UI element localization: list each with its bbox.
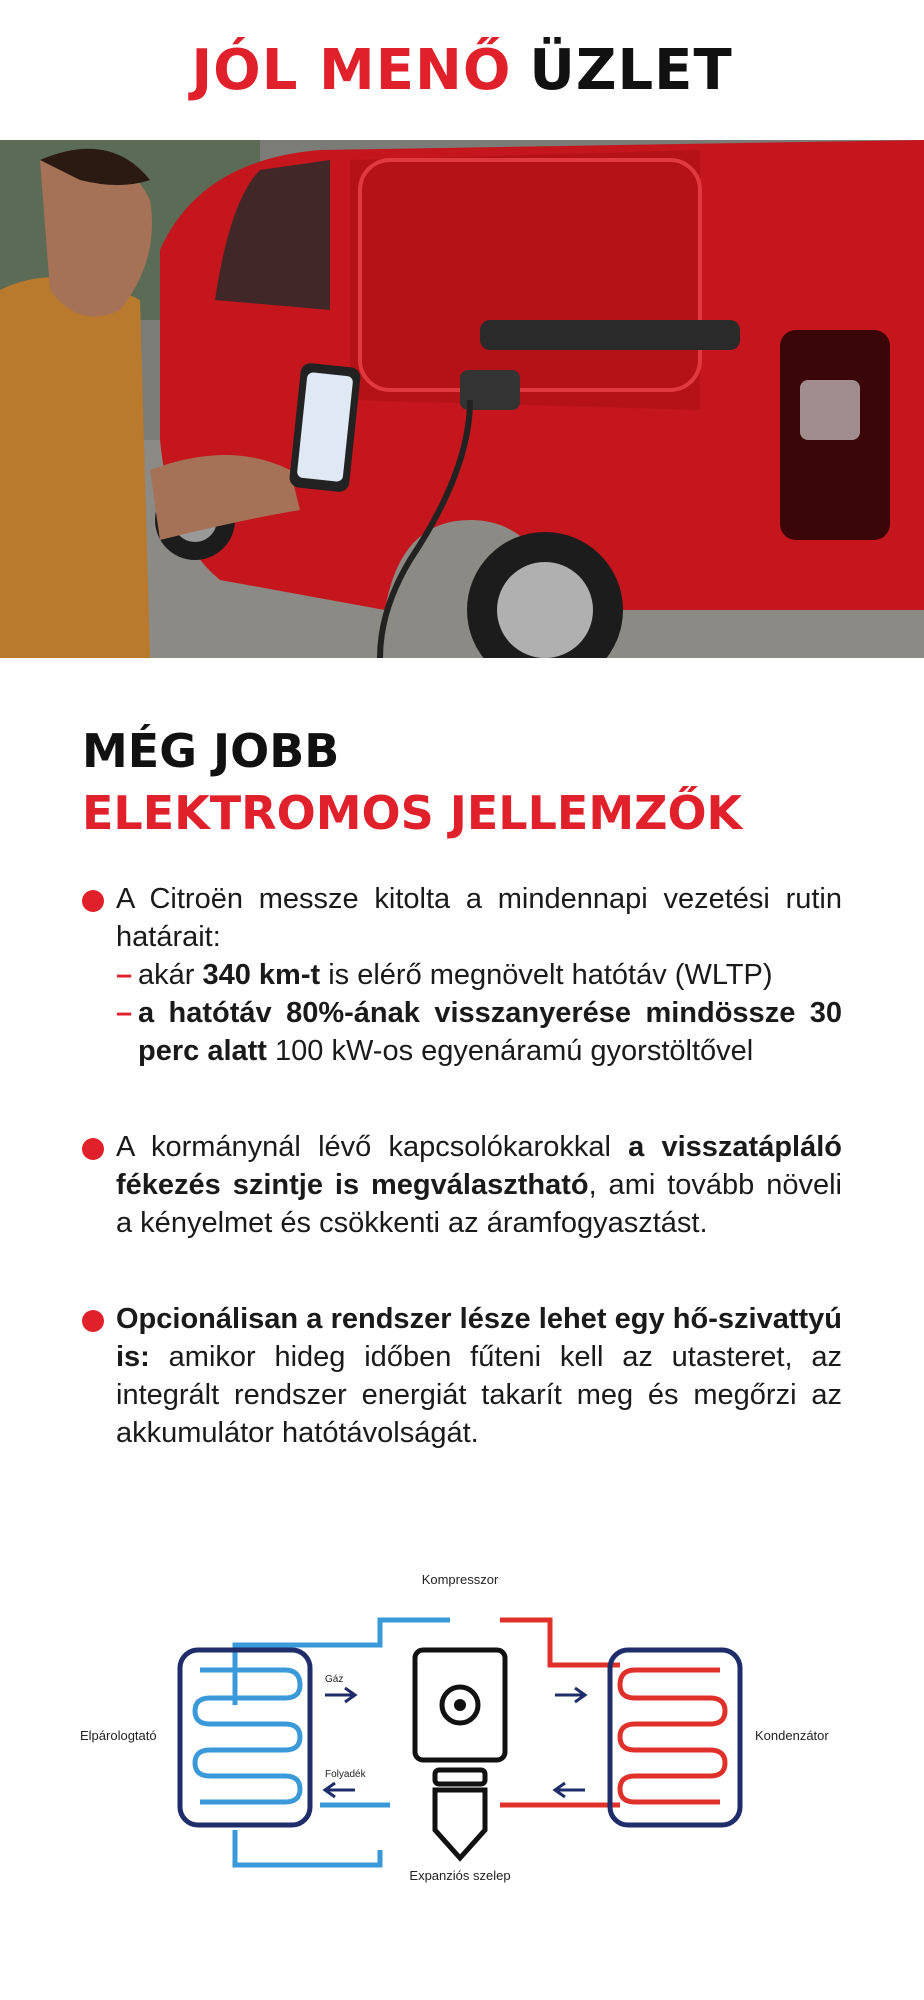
sub-list — [116, 956, 842, 1070]
bullet-dot-icon — [82, 1138, 104, 1160]
sub-item-bold: 340 km-t — [202, 959, 321, 991]
feature-text: A kormánynál lévő kapcsolókarokkal — [116, 1131, 629, 1163]
header-title-black: ÜZLET — [529, 37, 733, 103]
sub-item-text: akár — [138, 959, 203, 991]
page-header — [0, 0, 924, 140]
feature-item-heat-pump — [82, 1300, 842, 1452]
section-title-line2: ELEKTROMOS JELLEMZŐK — [82, 786, 743, 840]
label-condenser: Kondenzátor — [755, 1728, 829, 1743]
sub-item-charging — [116, 994, 842, 1070]
dash-icon: – — [116, 959, 133, 991]
feature-item-regen-braking — [82, 1128, 842, 1242]
dash-icon: – — [116, 997, 133, 1029]
heat-pump-diagram — [60, 1540, 860, 1890]
hero-photo — [0, 140, 924, 658]
feature-item-range — [82, 880, 842, 1070]
sub-item-range — [116, 956, 842, 994]
header-title-red: JÓL MENŐ — [191, 37, 512, 103]
feature-text: amikor hideg időben fűteni kell az utasteret, az integrált rendszer energiát takarít meg és megőrzi az akkumulátor hatótávolságát. — [116, 1341, 842, 1449]
feature-text: A Citroën messze kitolta a mindennapi vezetési rutin határait: — [116, 883, 842, 953]
section-title — [82, 720, 862, 844]
label-valve: Expanziós szelep — [409, 1868, 511, 1883]
sub-item-text: is elérő megnövelt hatótáv (WLTP) — [320, 959, 773, 991]
label-evaporator: Elpárologtató — [80, 1728, 157, 1743]
feature-text: , ami tovább növeli a kényelmet és csökkenti az áramfogyasztást. — [116, 1169, 842, 1239]
label-liquid: Folyadék — [325, 1769, 366, 1780]
sub-item-bold: a hatótáv 80%-ának visszanyerése mindössze 30 perc alatt — [138, 997, 842, 1067]
feature-text-bold: a visszatápláló fékezés szintje is megválasztható — [116, 1131, 842, 1201]
label-compressor: Kompresszor — [421, 1572, 499, 1587]
sub-item-text: 100 kW-os egyenáramú gyorstöltővel — [266, 1035, 754, 1067]
section-title-line1: MÉG JOBB — [82, 724, 340, 778]
label-gas: Gáz — [325, 1674, 344, 1685]
feature-list — [82, 880, 842, 1496]
feature-text-bold: Opcionálisan a rendszer lésze lehet egy hő-szivattyú is: — [116, 1303, 842, 1373]
bullet-dot-icon — [82, 1310, 104, 1332]
bullet-dot-icon — [82, 890, 104, 912]
person-charging-van-icon — [0, 140, 924, 658]
